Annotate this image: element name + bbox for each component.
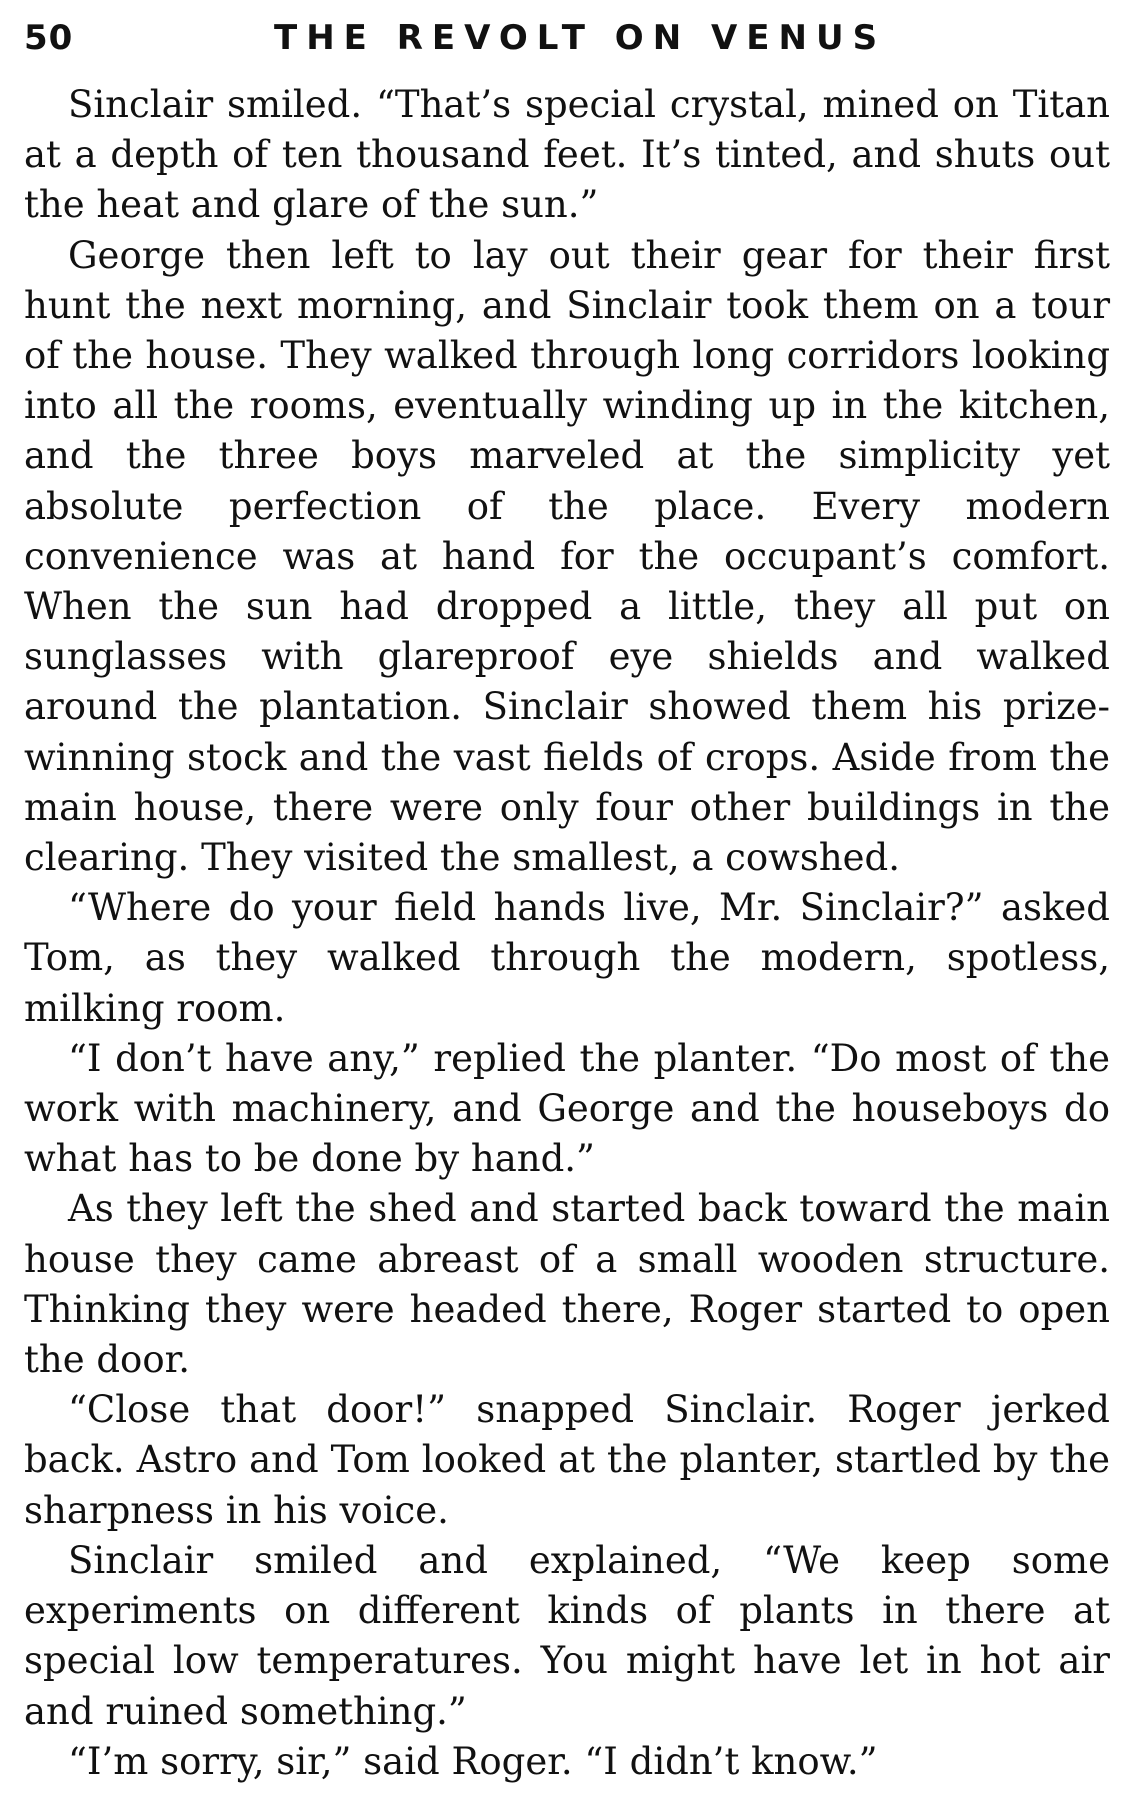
- paragraph: “I’m sorry, sir,” said Roger. “I didn’t know.”: [68, 1739, 878, 1783]
- running-head-title: THE REVOLT ON VENUS: [274, 18, 887, 58]
- body-text: [24, 80, 1110, 1787]
- paragraph: “Close that door!” snapped Sinclair. Roger jerked back. Astro and Tom looked at the planter, startled by the sharpness in his voice.: [24, 1388, 1110, 1532]
- paragraph: As they left the shed and started back toward the main house they came abreast of a small wooden structure. Thinking they were headed there, Roger started to open the door.: [24, 1187, 1110, 1382]
- page-header: [24, 10, 1114, 66]
- paragraph: “Where do your field hands live, Mr. Sinclair?” asked Tom, as they walked through the modern, spotless, milking room.: [24, 886, 1110, 1030]
- paragraph: George then left to lay out their gear for their first hunt the next morning, and Sinclair took them on a tour of the house. They walked through long corridors looking into all the rooms, eventually winding up in the kitchen, and the three boys marveled at the simplicity yet absolute perfection of the place. Every modern convenience was at hand for the occupant’s comfort. When the sun had dropped a little, they all put on sunglasses with glareproof eye shields and walked around the plantation. Sinclair showed them his prize-winning stock and the vast fields of crops. Aside from the main house, there were only four other buildings in the clearing. They visited the smallest, a cowshed.: [24, 233, 1110, 880]
- paragraph: Sinclair smiled. “That’s special crystal, mined on Titan at a depth of ten thousand feet. It’s tinted, and shuts out the heat and glare of the sun.”: [24, 83, 1110, 227]
- page-number: 50: [24, 18, 74, 58]
- paragraph: Sinclair smiled and explained, “We keep some experiments on different kinds of plants in there at special low temperatures. You might have let in hot air and ruined something.”: [24, 1538, 1110, 1733]
- paragraph: “I don’t have any,” replied the planter. “Do most of the work with machinery, and George and the houseboys do what has to be done by hand.”: [24, 1036, 1110, 1181]
